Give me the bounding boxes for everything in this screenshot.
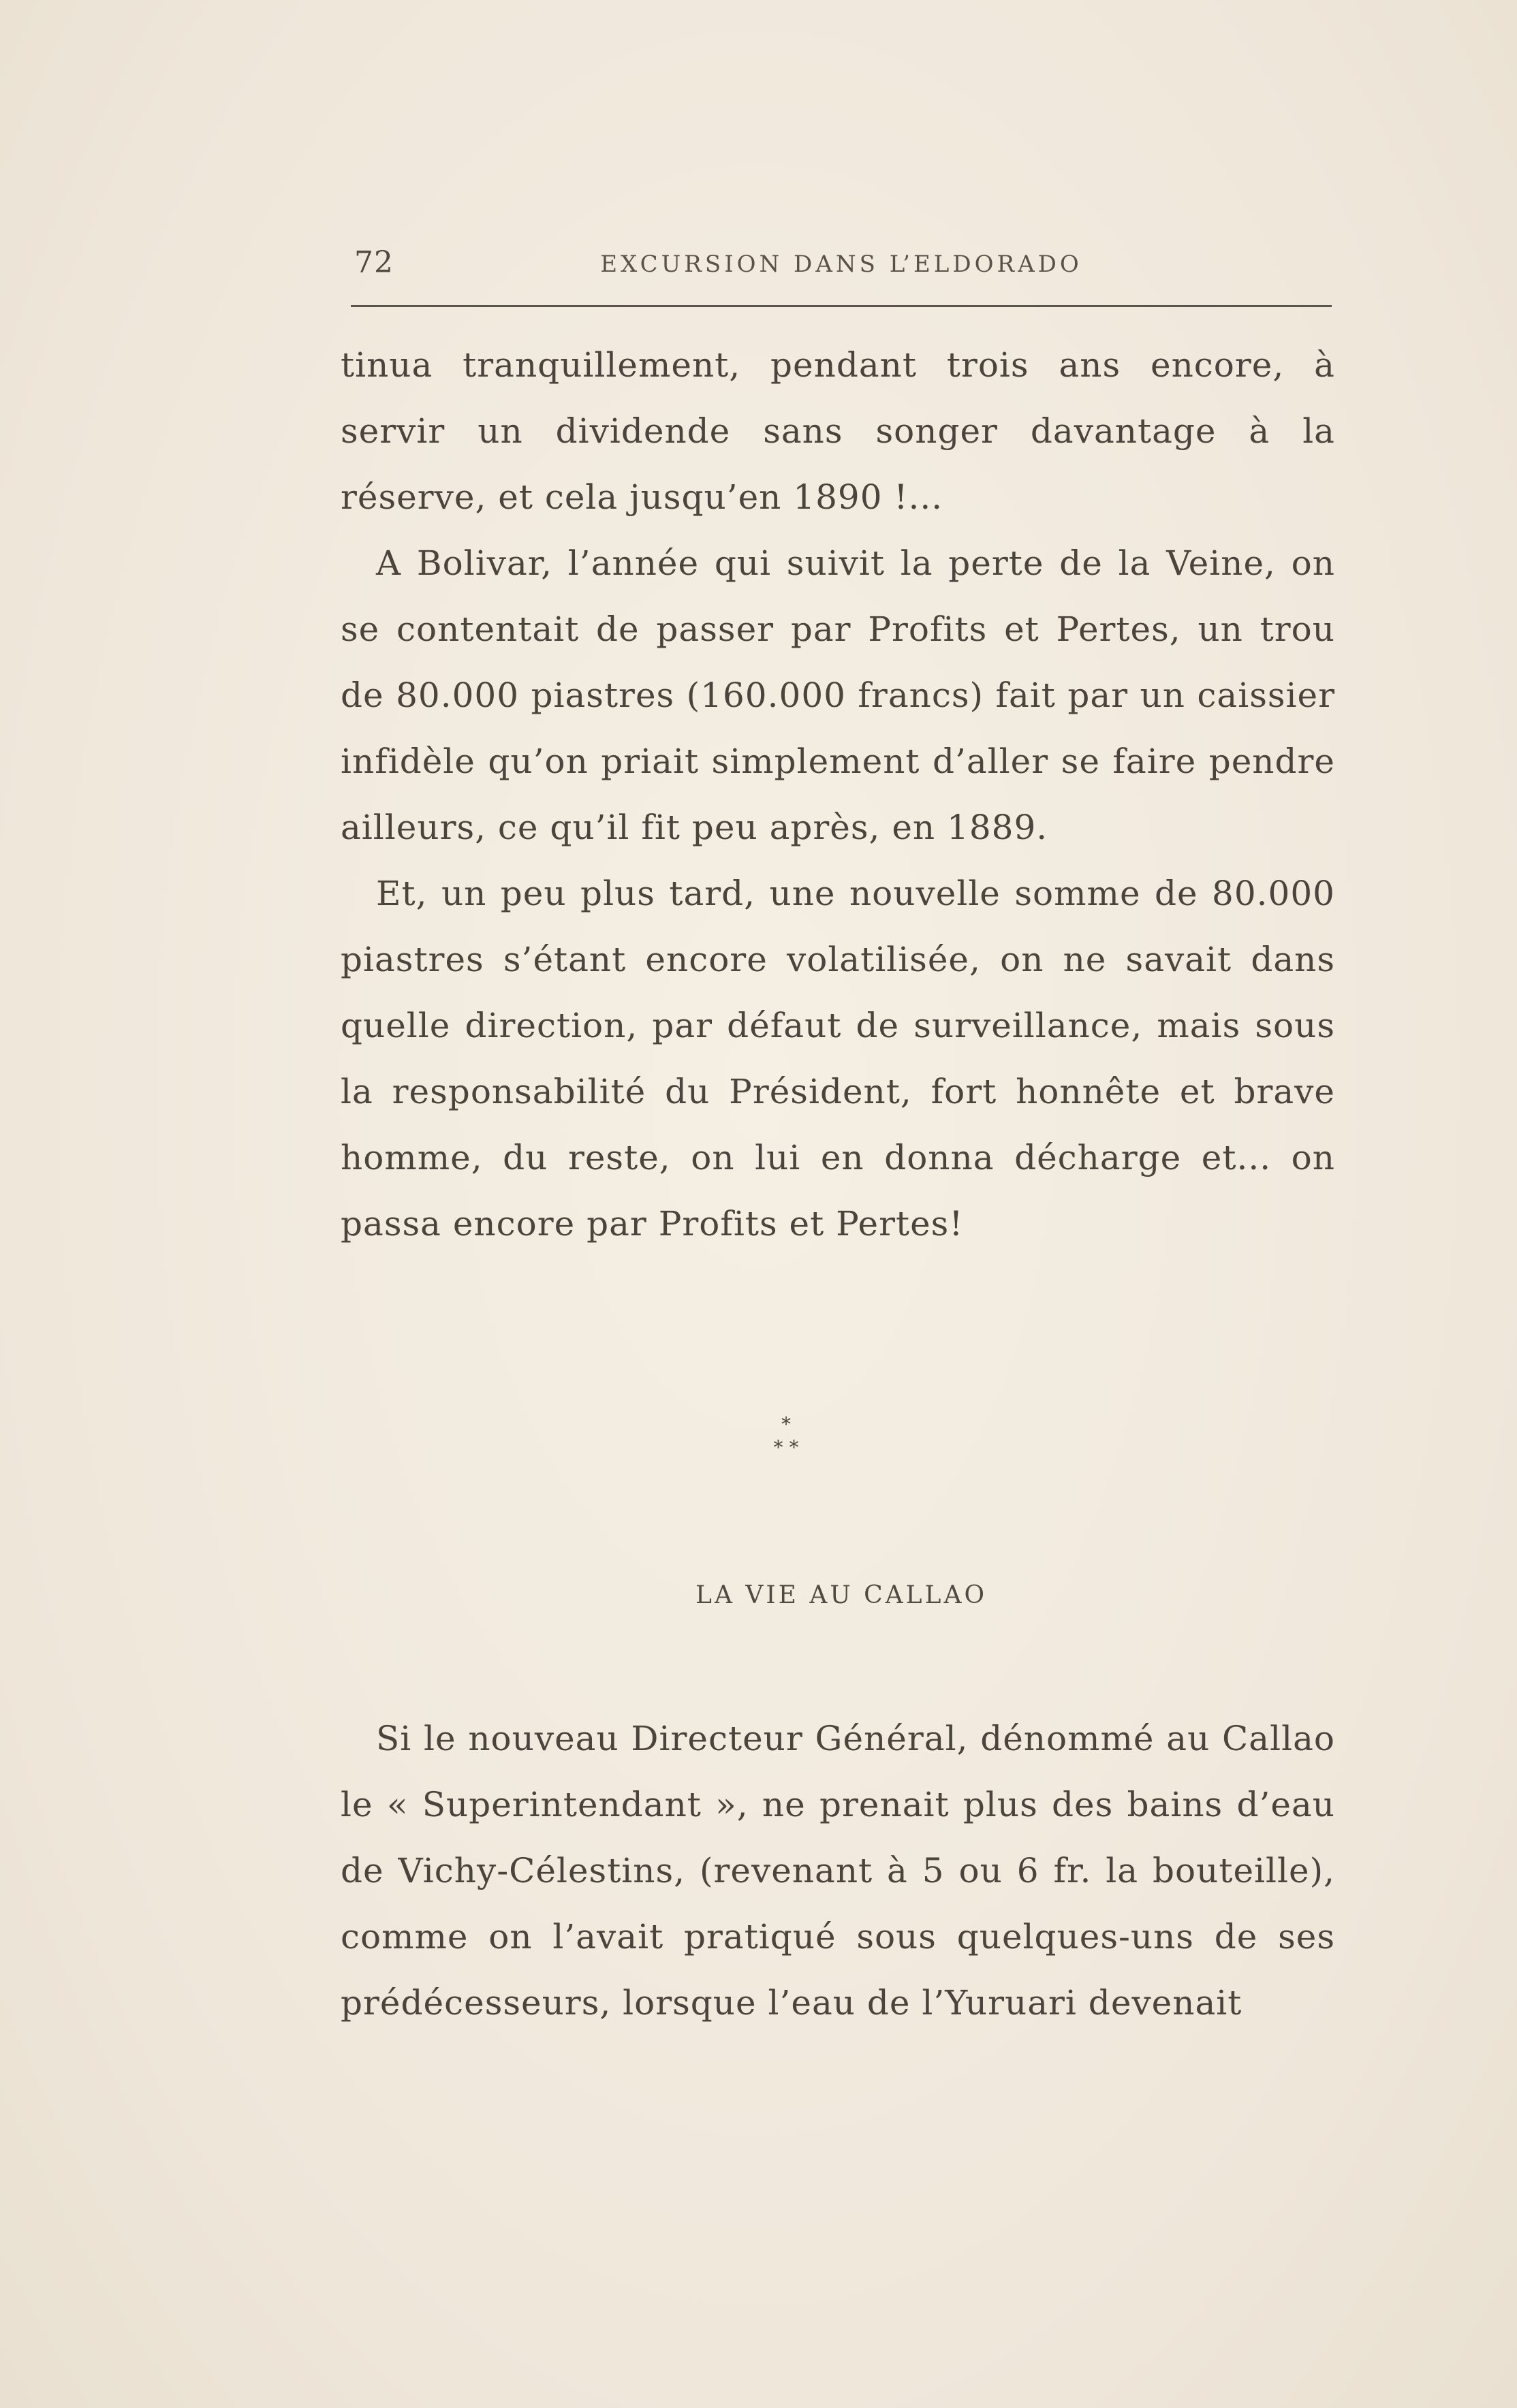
paragraph-president: Et, un peu plus tard, une nouvelle somme de 80.000 piastres s’étant encore volatilisée, on ne savait dans quelle direction, par défaut de surveillance, mais sous la responsabilité du Président, fort honnête et brave homme, du reste, on lui en donna décharge et... on passa encore par Profits et Pertes! <box>341 874 1335 1243</box>
running-title: EXCURSION DANS L’ELDORADO <box>600 251 1082 278</box>
asterism-top: * <box>781 1413 791 1436</box>
page-number: 72 <box>354 245 394 280</box>
paragraph-bolivar: A Bolivar, l’année qui suivit la perte de la Veine, on se contentait de passer par Profits et Pertes, un trou de 80.000 piastres (160.000 francs) fait par un caissier infidèle qu’on priait simplement d’aller se faire pendre ailleurs, ce qu’il fit peu après, en 1889. <box>341 543 1335 847</box>
asterism-bottom: * * <box>773 1436 799 1459</box>
body-text <box>341 332 1335 1257</box>
asterism <box>759 1413 813 1459</box>
header-rule <box>351 305 1332 307</box>
paragraph-callao: Si le nouveau Directeur Général, dénommé au Callao le « Superintendant », ne prenait plus des bains d’eau de Vichy-Célestins, (revenant à 5 ou 6 fr. la bouteille), comme on l’avait pratiqué sous quelques-uns de ses prédécesseurs, lorsque l’eau de l’Yuruari devenait <box>341 1719 1335 2023</box>
running-head <box>347 245 1335 286</box>
section-body-text <box>341 1706 1335 2036</box>
paragraph-continuation: tinua tranquillement, pendant trois ans encore, à servir un dividende sans songer davantage à la réserve, et cela jusqu’en 1890 !... <box>341 345 1335 517</box>
section-heading: LA VIE AU CALLAO <box>695 1581 987 1609</box>
